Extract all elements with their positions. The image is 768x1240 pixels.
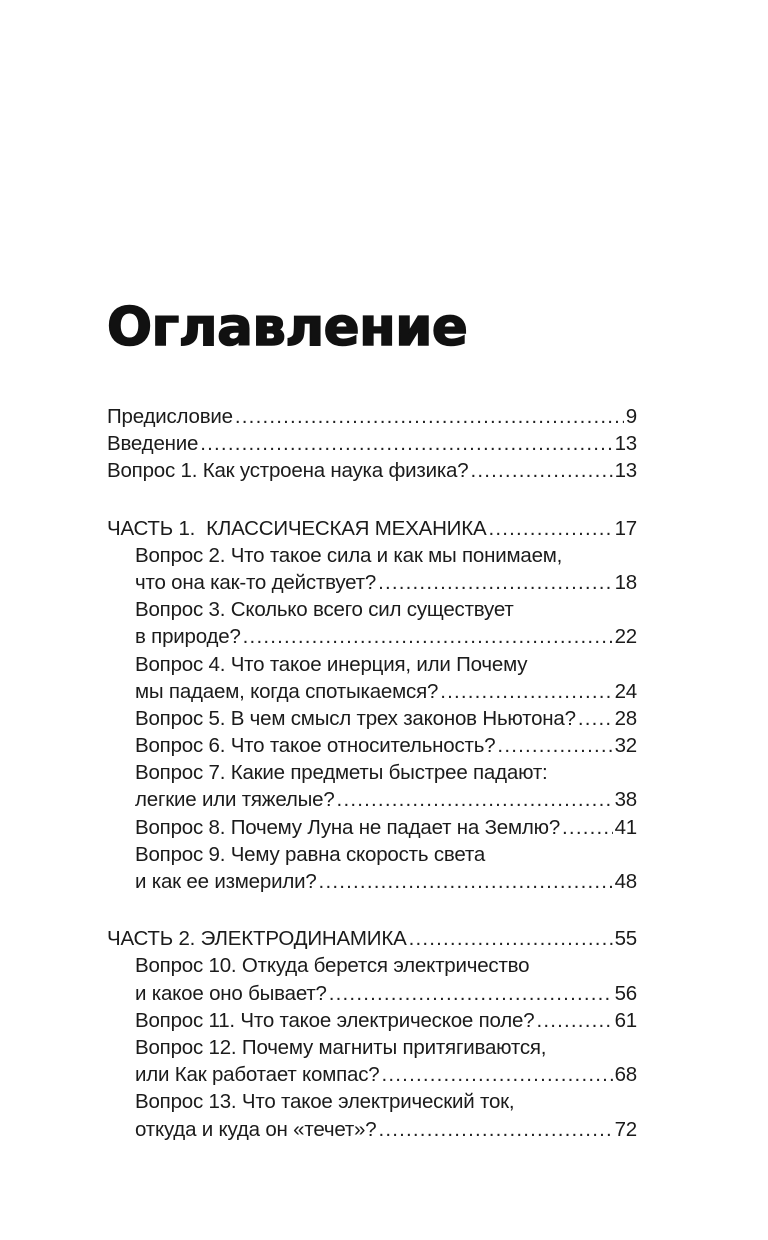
dot-leader <box>562 814 613 841</box>
toc-entry-question-12-line1[interactable] <box>107 1034 637 1061</box>
dot-leader <box>409 925 613 952</box>
toc-entry-label: Вопрос 5. В чем смысл трех законов Ньютона? <box>135 706 576 730</box>
toc-entry-question-11[interactable] <box>107 1007 637 1034</box>
toc-entry-question-10-line1[interactable] <box>107 952 637 979</box>
toc-entry-question-9-line1[interactable] <box>107 841 637 868</box>
toc-page-number: 72 <box>614 1117 637 1141</box>
dot-leader <box>381 1061 612 1088</box>
toc-page-number: 38 <box>614 788 637 812</box>
toc-entry-preface[interactable] <box>107 403 637 430</box>
toc-entry-label: Вопрос 9. Чему равна скорость света <box>135 842 486 866</box>
toc-entry-question-9-line2[interactable] <box>107 868 637 895</box>
toc-entry-label: легкие или тяжелые? <box>135 788 335 812</box>
toc-part-label: ЧАСТЬ 2. ЭЛЕКТРОДИНАМИКА <box>107 927 407 951</box>
dot-leader <box>337 786 613 813</box>
toc-entry-question-13-line2[interactable] <box>107 1116 637 1143</box>
toc-entry-label: в природе? <box>135 625 241 649</box>
dot-leader <box>497 732 612 759</box>
toc-page-number: 32 <box>614 734 637 758</box>
toc-entry-label: Вопрос 11. Что такое электрическое поле? <box>135 1008 535 1032</box>
toc-page-number: 18 <box>614 570 637 594</box>
toc-entry-label: и как ее измерили? <box>135 870 317 893</box>
toc-page-number: 48 <box>614 870 637 893</box>
toc-entry-label: Предисловие <box>107 405 233 428</box>
toc-entry-question-12-line2[interactable] <box>107 1061 637 1088</box>
dot-leader <box>329 980 613 1007</box>
toc-entry-question-7-line1[interactable] <box>107 759 637 786</box>
toc-page-number: 61 <box>614 1008 637 1032</box>
toc-entry-label: Вопрос 6. Что такое относительность? <box>135 734 496 758</box>
toc-entry-label: Вопрос 12. Почему магниты притягиваются, <box>135 1035 547 1059</box>
toc-page-number: 13 <box>614 459 637 483</box>
toc-page-number: 22 <box>614 625 637 649</box>
toc-part-1-heading[interactable] <box>107 515 637 542</box>
toc-entry-question-7-line2[interactable] <box>107 786 637 813</box>
toc-entry-label: Вопрос 8. Почему Луна не падает на Землю? <box>135 815 561 839</box>
toc-page-number: 24 <box>614 679 637 703</box>
toc-entry-question-6[interactable] <box>107 732 637 759</box>
toc-page-number: 41 <box>614 815 637 839</box>
toc-entry-question-10-line2[interactable] <box>107 980 637 1007</box>
toc-page-number: 28 <box>614 706 637 730</box>
toc-entry-label: Вопрос 1. Как устроена наука физика? <box>107 459 469 483</box>
toc-entry-question-1[interactable] <box>107 457 637 484</box>
toc-entry-question-3-line1[interactable] <box>107 596 637 623</box>
toc-entry-question-4-line2[interactable] <box>107 678 637 705</box>
toc-page-number: 55 <box>614 927 637 951</box>
dot-leader <box>200 430 612 457</box>
toc-entry-label: или Как работает компас? <box>135 1063 380 1087</box>
toc-entry-label: и какое оно бывает? <box>135 981 327 1005</box>
toc-entry-question-4-line1[interactable] <box>107 651 637 678</box>
dot-leader <box>378 1116 612 1143</box>
toc-entry-question-13-line1[interactable] <box>107 1088 637 1115</box>
toc-entry-introduction[interactable] <box>107 430 637 457</box>
toc-entry-label: мы падаем, когда спотыкаемся? <box>135 679 439 703</box>
dot-leader <box>440 678 612 705</box>
toc-page-number: 13 <box>614 432 637 456</box>
toc-entry-question-2-line2[interactable] <box>107 569 637 596</box>
toc-page-number: 17 <box>614 516 637 540</box>
toc-entry-label: Вопрос 7. Какие предметы быстрее падают: <box>135 761 548 785</box>
toc-entry-label: Вопрос 3. Сколько всего сил существует <box>135 598 514 622</box>
toc-part-2-heading[interactable] <box>107 925 637 952</box>
dot-leader <box>378 569 613 596</box>
toc-entry-label: Вопрос 2. Что такое сила и как мы понимаем, <box>135 543 563 567</box>
dot-leader <box>243 623 613 650</box>
toc-page-number: 9 <box>625 405 637 428</box>
toc-entry-label: Вопрос 4. Что такое инерция, или Почему <box>135 652 528 676</box>
toc-entry-question-5[interactable] <box>107 705 637 732</box>
toc-part-label: ЧАСТЬ 1. КЛАССИЧЕСКАЯ МЕХАНИКА <box>107 516 487 540</box>
table-of-contents <box>107 403 637 1143</box>
toc-page-number: 68 <box>614 1063 637 1087</box>
dot-leader <box>536 1007 612 1034</box>
dot-leader <box>319 868 613 895</box>
toc-entry-label: что она как-то действует? <box>135 570 377 594</box>
toc-entry-label: Вопрос 13. Что такое электрический ток, <box>135 1090 515 1114</box>
dot-leader <box>235 403 624 430</box>
dot-leader <box>470 457 612 484</box>
toc-entry-label: Введение <box>107 432 199 456</box>
page-title: Оглавление <box>107 297 468 358</box>
toc-page-number: 56 <box>614 981 637 1005</box>
dot-leader <box>488 515 612 542</box>
toc-entry-question-3-line2[interactable] <box>107 623 637 650</box>
toc-entry-question-8[interactable] <box>107 814 637 841</box>
dot-leader <box>578 705 613 732</box>
toc-entry-question-2-line1[interactable] <box>107 542 637 569</box>
toc-entry-label: Вопрос 10. Откуда берется электричество <box>135 954 530 978</box>
toc-entry-label: откуда и куда он «течет»? <box>135 1117 377 1141</box>
